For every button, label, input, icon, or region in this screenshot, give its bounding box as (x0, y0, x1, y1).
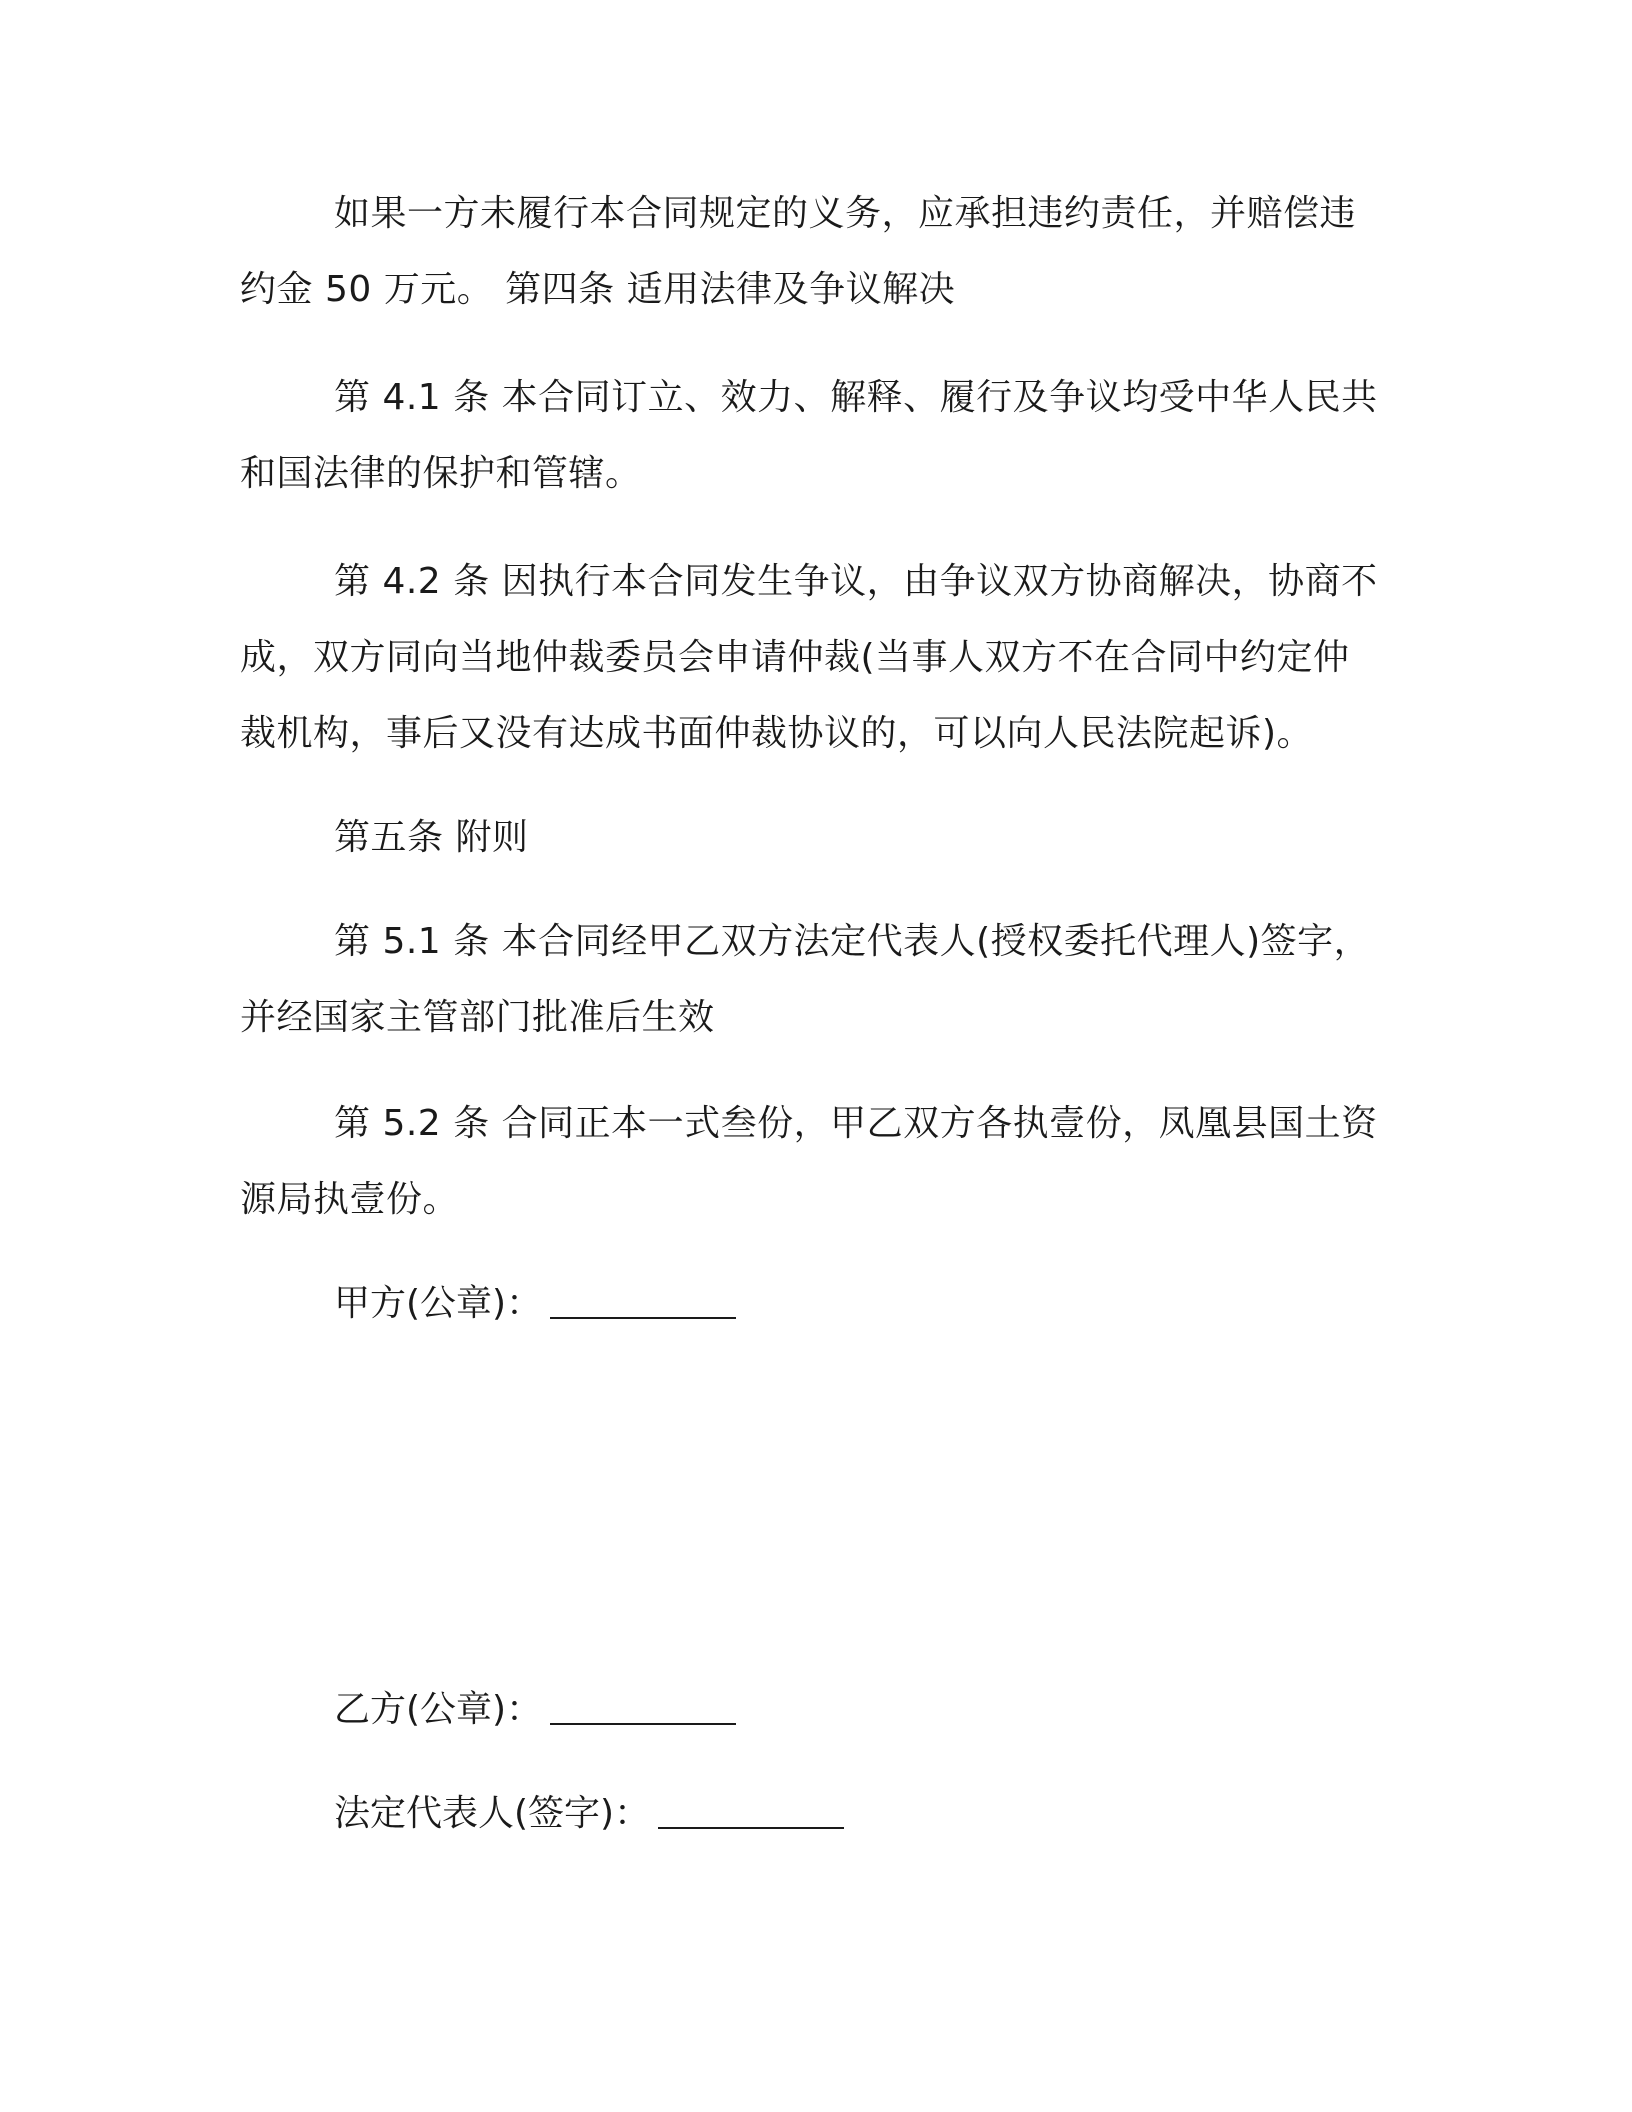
paragraph-article-5-1: 第 5.1 条 本合同经甲乙双方法定代表人(授权委托代理人)签字，并经国家主管部门批准后生效 (240, 921, 1371, 1038)
party-a-blank[interactable] (550, 1287, 736, 1319)
party-b-blank[interactable] (550, 1693, 736, 1725)
paragraph-article-4-1: 第 4.1 条 本合同订立、效力、解释、履行及争议均受中华人民共和国法律的保护和管辖。 (240, 377, 1378, 494)
heading-article-5: 第五条 附则 (334, 817, 529, 858)
party-a-label: 甲方(公章)： (334, 1283, 543, 1324)
party-b-label: 乙方(公章)： (334, 1689, 543, 1730)
legal-rep-blank[interactable] (658, 1797, 844, 1829)
party-a-signature-line (334, 1266, 736, 1342)
legal-rep-signature-line (334, 1776, 844, 1852)
paragraph-article-5-2: 第 5.2 条 合同正本一式叁份，甲乙双方各执壹份，凤凰县国土资源局执壹份。 (240, 1103, 1378, 1220)
paragraph-article-4-2: 第 4.2 条 因执行本合同发生争议，由争议双方协商解决，协商不成，双方同向当地仲裁委员会申请仲裁(当事人双方不在合同中约定仲裁机构，事后又没有达成书面仲裁协议的，可以向人民法院起诉)。 (240, 561, 1378, 754)
party-b-signature-line (334, 1672, 736, 1748)
paragraph-breach: 如果一方未履行本合同规定的义务，应承担违约责任，并赔偿违约金 50 万元。 第四条 适用法律及争议解决 (240, 193, 1357, 310)
legal-rep-label: 法定代表人(签字)： (334, 1793, 651, 1834)
